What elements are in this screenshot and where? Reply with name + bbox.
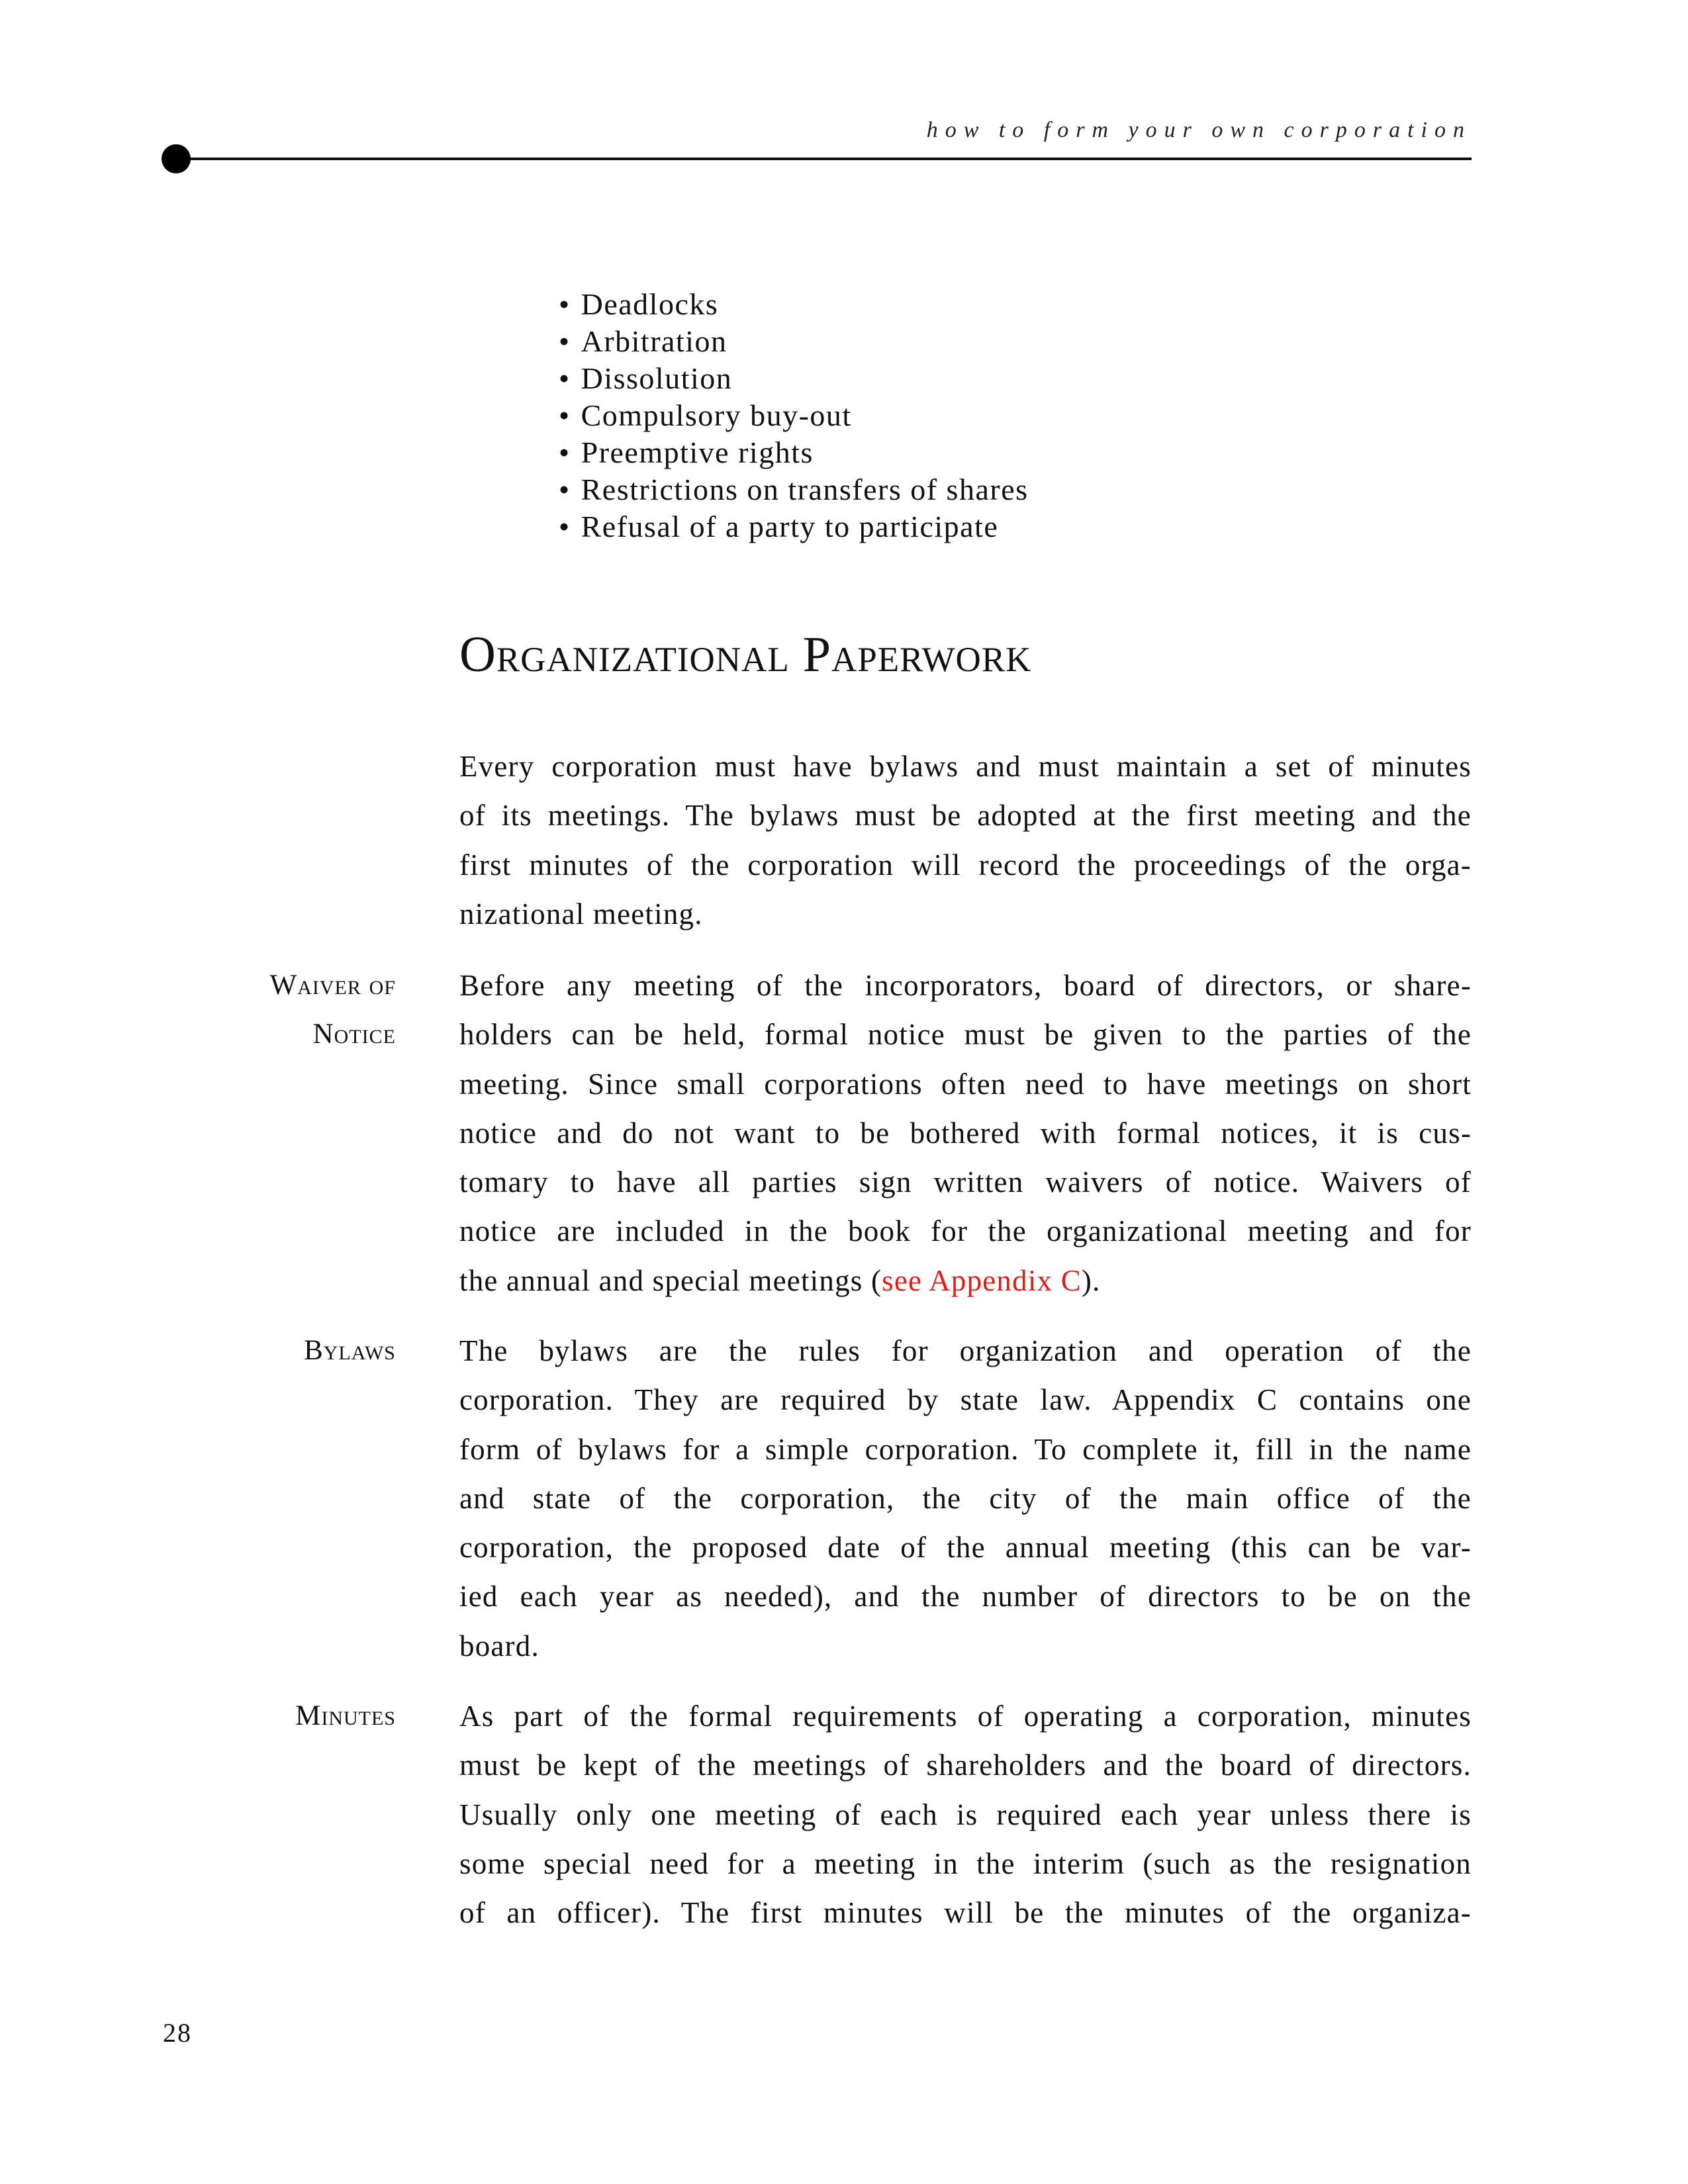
bullet-item: • Arbitration xyxy=(559,323,1029,360)
waiver-paragraph xyxy=(459,961,1472,1305)
text-line: The bylaws are the rules for organization and operation of the xyxy=(459,1334,1472,1367)
header-rule xyxy=(175,158,1472,160)
text-line: Before any meeting of the incorporators, board of directors, or share- xyxy=(459,969,1472,1002)
header-dot xyxy=(162,144,191,173)
bullet-item: • Restrictions on transfers of shares xyxy=(559,471,1029,508)
text-line: Every corporation must have bylaws and must maintain a set of minutes xyxy=(459,750,1472,783)
text-line: corporation, the proposed date of the annual meeting (this can be var- xyxy=(459,1531,1472,1565)
bullet-item: • Deadlocks xyxy=(559,286,1029,323)
text-line: first minutes of the corporation will record the proceedings of the orga- xyxy=(459,848,1472,882)
side-label-bylaws: Bylaws xyxy=(304,1335,396,1366)
text-line: and state of the corporation, the city of the main office of the xyxy=(459,1481,1472,1515)
side-label-line: Waiver of xyxy=(269,970,396,1001)
bullet-item: • Preemptive rights xyxy=(559,434,1029,471)
section-heading: Organizational Paperwork xyxy=(459,627,1032,682)
text-line: notice and do not want to be bothered with formal notices, it is cus- xyxy=(459,1116,1472,1150)
bullet-item: • Dissolution xyxy=(559,360,1029,397)
text-line: notice are included in the book for the organizational meeting and for xyxy=(459,1214,1472,1248)
text-line: form of bylaws for a simple corporation. To complete it, fill in the name xyxy=(459,1432,1472,1466)
bullet-list xyxy=(559,286,1029,545)
text-line: of an officer). The first minutes will be the minutes of the organiza- xyxy=(459,1896,1472,1930)
intro-paragraph xyxy=(459,742,1472,938)
text-segment: the annual and special meetings ( xyxy=(459,1263,882,1297)
text-line: tomary to have all parties sign written waivers of notice. Waivers of xyxy=(459,1165,1472,1199)
bullet-item: • Refusal of a party to participate xyxy=(559,508,1029,545)
bylaws-paragraph xyxy=(459,1326,1472,1670)
text-line: Usually only one meeting of each is required each year unless there is xyxy=(459,1797,1472,1831)
text-line: of its meetings. The bylaws must be adopted at the first meeting and the xyxy=(459,799,1472,833)
text-line: must be kept of the meetings of shareholders and the board of directors. xyxy=(459,1749,1472,1782)
text-line: some special need for a meeting in the interim (such as the resignation xyxy=(459,1846,1472,1880)
text-segment: ). xyxy=(1081,1263,1101,1297)
text-line: holders can be held, formal notice must be given to the parties of the xyxy=(459,1018,1472,1052)
text-line: nizational meeting. xyxy=(459,897,703,931)
text-line: corporation. They are required by state law. Appendix C contains one xyxy=(459,1383,1472,1417)
page-number: 28 xyxy=(163,2018,192,2048)
text-line: meeting. Since small corporations often need to have meetings on short xyxy=(459,1067,1472,1101)
text-line: board. xyxy=(459,1629,539,1662)
text-line: ied each year as needed), and the number of directors to be on the xyxy=(459,1580,1472,1614)
appendix-c-link[interactable]: see Appendix C xyxy=(882,1263,1082,1297)
minutes-paragraph xyxy=(459,1692,1472,1937)
bullet-item: • Compulsory buy-out xyxy=(559,397,1029,434)
side-label-minutes: Minutes xyxy=(295,1700,396,1731)
side-label-line: Notice xyxy=(312,1019,396,1050)
text-line xyxy=(459,1256,1472,1305)
text-line: As part of the formal requirements of operating a corporation, minutes xyxy=(459,1700,1472,1733)
side-label-waiver xyxy=(270,961,396,1060)
running-head: how to form your own corporation xyxy=(926,118,1472,142)
